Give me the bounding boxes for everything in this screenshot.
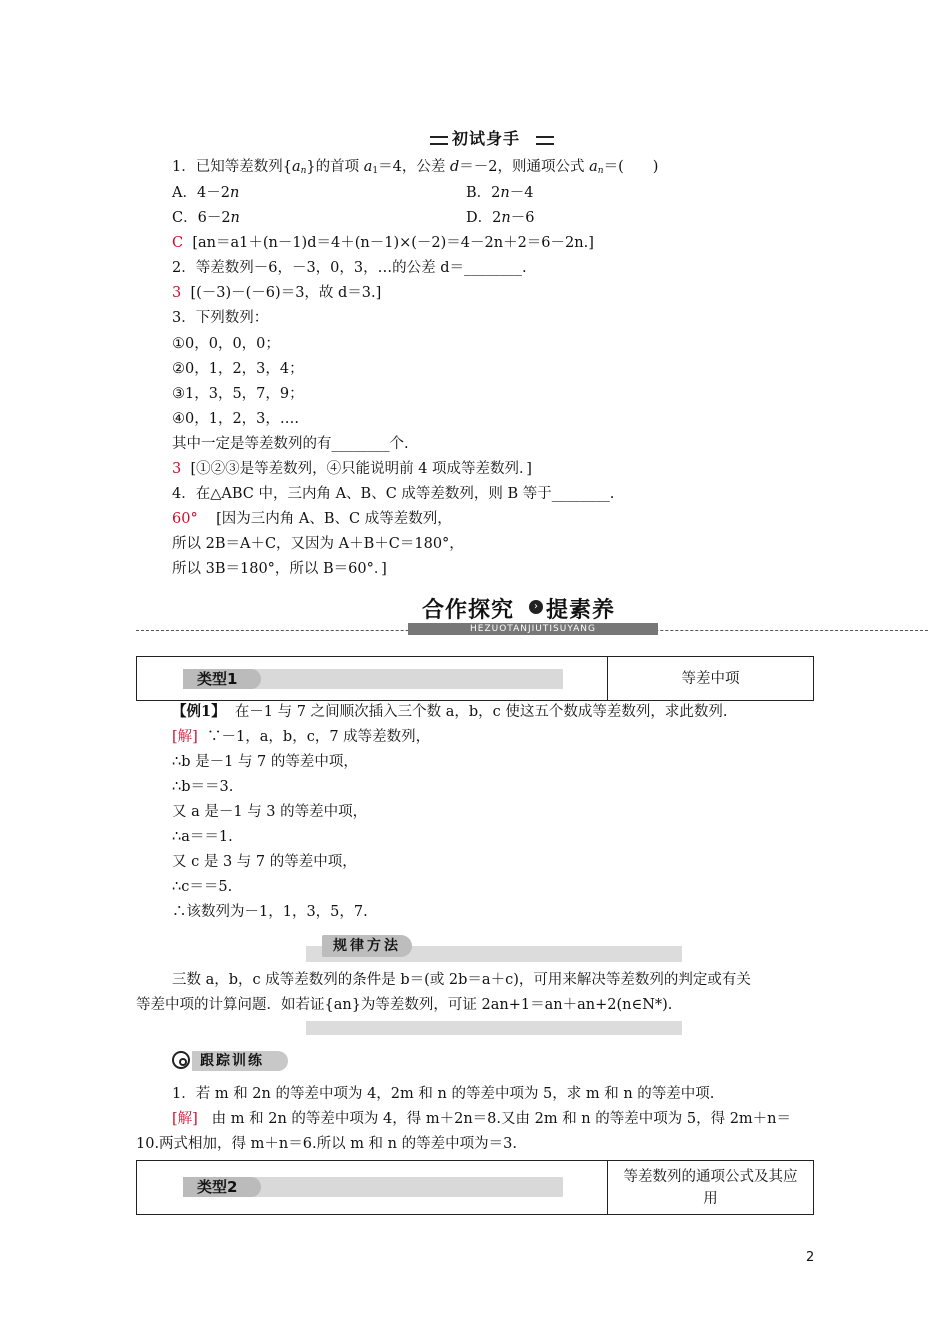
q1-option-c: C．6－2n	[172, 210, 240, 226]
q1-answer-line	[172, 233, 594, 253]
track-solution-line: 10.两式相加，得 m＋n＝6.所以 m 和 n 的等差中项为＝3.	[136, 1136, 517, 1152]
tracking-training-header	[172, 1051, 292, 1073]
header-bar-right	[536, 136, 554, 145]
example1-head: 【例1】	[172, 703, 226, 720]
method-bottom-bar	[306, 1021, 682, 1035]
q3-answer: 3	[172, 461, 182, 477]
q4-answer: 60°	[172, 511, 198, 527]
example1-stem: 【例1】 在－1 与 7 之间顺次插入三个数 a，b，c 使这五个数成等差数列，求此数列.	[172, 703, 728, 720]
q1-option-d: D．2n－6	[466, 210, 535, 226]
track-question: 1．若 m 和 2n 的等差中项为 4，2m 和 n 的等差中项为 5，求 m 和 n 的等差中项.	[172, 1086, 715, 1102]
example1-line: ∴该数列为－1，1，3，5，7.	[172, 904, 368, 920]
q1-answer: C	[172, 235, 184, 251]
q3-item: 其中一定是等差数列的有________个.	[172, 436, 409, 452]
method-label: 规律方法	[322, 935, 412, 957]
arrow-right-icon: ›	[529, 600, 543, 614]
example1-line: ∴c＝＝5.	[172, 879, 233, 895]
example1-line: 又 c 是 3 与 7 的等差中项，	[172, 854, 357, 870]
type1-title: 等差中项	[681, 670, 740, 687]
q3-item: ②0，1，2，3，4；	[172, 361, 304, 377]
type2-label: 类型2	[183, 1177, 261, 1197]
q3-stem: 3．下列数列：	[172, 310, 269, 326]
q3-item: ①0，0，0，0；	[172, 336, 280, 352]
header-bar-left	[430, 136, 448, 145]
q4-solution: [因为三内角 A、B、C 成等差数列，	[216, 511, 452, 527]
q3-answer-line	[172, 459, 532, 479]
example1-line: ∴b＝＝3.	[172, 779, 234, 795]
q4-solution-line: 所以 2B＝A＋C，又因为 A＋B＋C＝180°，	[172, 536, 464, 552]
tracking-label: 跟踪训练	[200, 1053, 264, 1069]
method-line: 等差中项的计算问题．如若证{an}为等差数列，可证 2an+1＝an＋an+2(n∈N*).	[136, 997, 673, 1013]
q2-answer: 3	[172, 285, 182, 301]
solution-tag: [解]	[172, 1111, 198, 1127]
solution-tag: [解]	[172, 729, 198, 745]
type1-box	[136, 656, 814, 701]
banner-left-text: 合作探究	[422, 598, 515, 623]
banner-subtitle: HEZUOTANJIUTISUYANG	[408, 623, 658, 635]
section-header-trial	[430, 126, 556, 148]
section-title: 初试身手	[452, 129, 521, 148]
section-banner	[408, 593, 658, 639]
type2-title: 等差数列的通项公式及其应用	[623, 1168, 798, 1207]
q1-stem: 1．已知等差数列$\{a_n\}$的首项 $a_1=4$，公差 d＝－2，则通项公式 $a_n=$( )	[172, 159, 659, 176]
q1-option-b: B．2n－4	[466, 185, 534, 201]
page-number: 2	[806, 1250, 815, 1265]
q3-solution: [①②③是等差数列，④只能说明前 4 项成等差数列．]	[190, 461, 532, 477]
example1-line: ∴a＝＝1.	[172, 829, 233, 845]
q2-stem: 2．等差数列－6，－3，0，3，…的公差 d＝________.	[172, 260, 527, 276]
q2-solution: [(－3)－(－6)＝3，故 d＝3.]	[190, 285, 382, 301]
q2-answer-line	[172, 283, 381, 303]
track-solution-line: [解] 由 m 和 2n 的等差中项为 4，得 m＋2n＝8.又由 2m 和 n 的等差中项为 5，得 2m＋n＝	[172, 1111, 792, 1127]
example1-line: 又 a 是－1 与 3 的等差中项，	[172, 804, 368, 820]
type2-box	[136, 1160, 814, 1215]
target-icon	[172, 1051, 190, 1069]
q1-option-a: A．4－2n	[172, 185, 240, 201]
type1-label: 类型1	[183, 669, 261, 689]
q1-solution: [an＝a1＋(n－1)d＝4＋(n－1)×(－2)＝4－2n＋2＝6－2n.]	[192, 235, 594, 251]
q3-item: ④0，1，2，3，….	[172, 411, 300, 427]
type1-tag	[183, 669, 563, 689]
example1-line: [解] ∵－1，a，b，c，7 成等差数列，	[172, 729, 431, 745]
q4-stem: 4．在△ABC 中，三内角 A、B、C 成等差数列，则 B 等于________.	[172, 486, 615, 502]
example1-line: ∴b 是－1 与 7 的等差中项，	[172, 754, 358, 770]
q4-answer-line	[172, 509, 452, 529]
q3-item: ③1，3，5，7，9；	[172, 386, 304, 402]
q4-solution-line: 所以 3B＝180°，所以 B＝60°．]	[172, 561, 387, 577]
type2-tag	[183, 1177, 563, 1197]
banner-right-text: 提素养	[546, 598, 616, 623]
method-line: 三数 a，b，c 成等差数列的条件是 b＝(或 2b＝a＋c)，可用来解决等差数列的判定或有关	[172, 972, 751, 988]
